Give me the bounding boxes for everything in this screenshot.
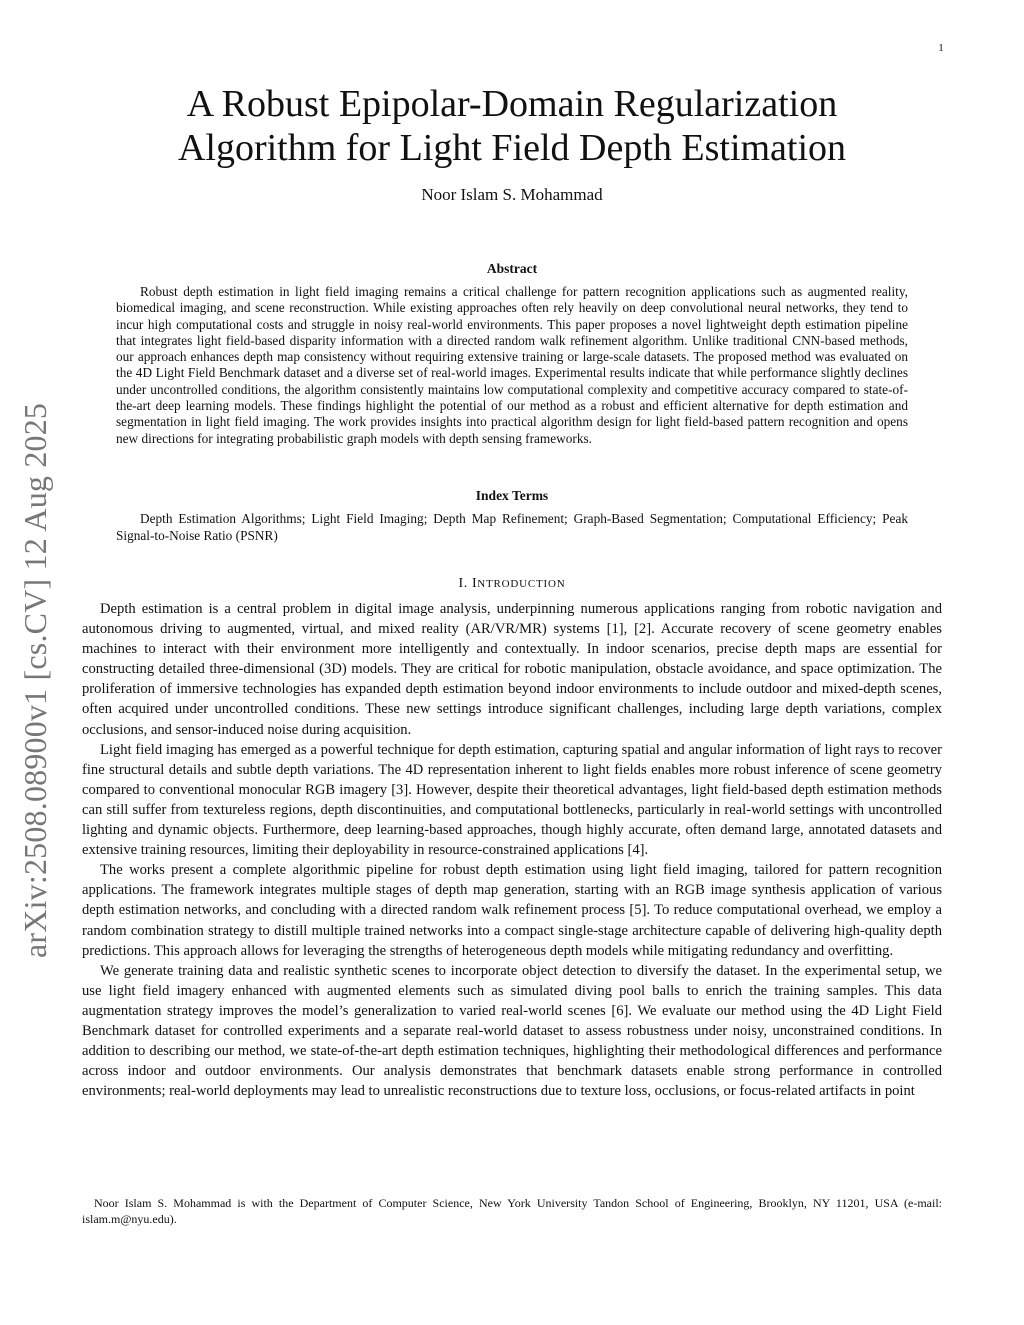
- intro-paragraph-3: The works present a complete algorithmic pipeline for robust depth estimation using light field imaging, tailored for pattern recognition applications. The framework integrates multiple stages of depth map generation, starting with an RGB image synthesis application of various depth estimation networks, and concluding with a directed random walk refinement process [5]. To reduce computational overhead, we employ a random combination strategy to distill multiple trained networks into a compact single-stage architecture capable of delivering high-quality depth predictions. This approach allows for leveraging the strengths of heterogeneous depth models while mitigating redundancy and overfitting.: [82, 862, 942, 959]
- intro-paragraph-4: We generate training data and realistic synthetic scenes to incorporate object detection to diversify the dataset. In the experimental setup, we use light field imagery enhanced with augmented elements such as simulated diving pool balls to enrich the training samples. This data augmentation strategy improves the model’s generalization to varied real-world scenes [6]. We evaluate our method using the 4D Light Field Benchmark dataset for controlled experiments and a separate real-world dataset to assess robustness under noisy, unconstrained conditions. In addition to describing our method, we state-of-the-art depth estimation techniques, highlighting their methodological differences and performance across indoor and outdoor environments. Our analysis demonstrates that benchmark datasets enable strong performance in controlled environments; real-world deployments may lead to unrealistic reconstructions due to texture loss, occlusions, or focus-related artifacts in point: [82, 962, 942, 1100]
- author-name: Noor Islam S. Mohammad: [421, 185, 603, 204]
- section-title: [472, 576, 566, 591]
- index-terms-heading: Index Terms: [475, 488, 549, 503]
- abstract-heading: Abstract: [486, 261, 538, 276]
- intro-paragraph-1: Depth estimation is a central problem in digital image analysis, underpinning numerous applications ranging from robotic navigation and autonomous driving to augmented, virtual, and mixed reality (AR/VR/MR) systems [1], [2]. Accurate recovery of scene geometry enables machines to interact with their environment more intelligently and contextually. In indoor scenarios, precise depth maps are essential for constructing detailed three-dimensional (3D) models. They are critical for robotic manipulation, obstacle avoidance, and space optimization. The proliferation of immersive technologies has expanded depth estimation beyond indoor environments to include outdoor and mixed-depth scenes, often acquired under uncontrolled conditions. These new settings introduce significant challenges, including large depth variations, complex occlusions, and sensor-induced noise during acquisition.: [82, 601, 942, 738]
- section-title-rest: NTRODUCTION: [477, 578, 566, 590]
- introduction-body: [82, 599, 942, 1101]
- author-affiliation-footnote: Noor Islam S. Mohammad is with the Department of Computer Science, New York University Tandon School of Engineering, Brooklyn, NY 11201, USA (e-mail: islam.m@nyu.edu).: [82, 1196, 942, 1226]
- section-numeral: I.: [458, 576, 468, 591]
- abstract-text: Robust depth estimation in light field imaging remains a critical challenge for pattern recognition applications such as augmented reality, biomedical imaging, and scene reconstruction. While existing approaches often rely heavily on deep convolutional neural networks, they tend to incur high computational costs and struggle in noisy real-world environments. This paper proposes a novel lightweight depth estimation pipeline that integrates light field-based disparity information with a directed random walk refinement algorithm. Unlike traditional CNN-based methods, our approach enhances depth map consistency without requiring extensive training or large-scale datasets. The proposed method was evaluated on the 4D Light Field Benchmark dataset and a diverse set of real-world images. Experimental results indicate that while performance slightly declines under uncontrolled conditions, the algorithm consistently maintains low computational complexity and competitive accuracy compared to state-of-the-art deep learning models. These findings highlight the potential of our method as a robust and efficient alternative for depth estimation and segmentation in light field imaging. The work provides insights into practical algorithm design for light field-based pattern recognition and opens new directions for integrating probabilistic graph models with depth sensing frameworks.: [116, 284, 908, 446]
- section-title-initial: I: [471, 576, 478, 591]
- page-number: 1: [938, 42, 944, 54]
- section-heading-introduction: [82, 574, 942, 594]
- index-terms-text: Depth Estimation Algorithms; Light Field Imaging; Depth Map Refinement; Graph-Based Segmentation; Computational Efficiency; Peak Signal-to-Noise Ratio (PSNR): [116, 511, 908, 543]
- arxiv-identifier-stamp: arXiv:2508.08900v1 [cs.CV] 12 Aug 2025: [17, 402, 53, 958]
- paper-title: A Robust Epipolar-Domain Regularization Algorithm for Light Field Depth Estimation: [177, 83, 847, 169]
- intro-paragraph-2: Light field imaging has emerged as a powerful technique for depth estimation, capturing spatial and angular information of light rays to recover fine structural details and subtle depth variations. The 4D representation inherent to light fields enables more robust inference of scene geometry compared to conventional monocular RGB imagery [3]. However, despite their theoretical advantages, light field-based depth estimation methods can still suffer from textureless regions, depth discontinuities, and computational bottlenecks, particularly in real-world settings with uncontrolled lighting and dynamic objects. Furthermore, deep learning-based approaches, though highly accurate, often demand large, annotated datasets and extensive training resources, limiting their deployability in resource-constrained applications [4].: [82, 741, 942, 859]
